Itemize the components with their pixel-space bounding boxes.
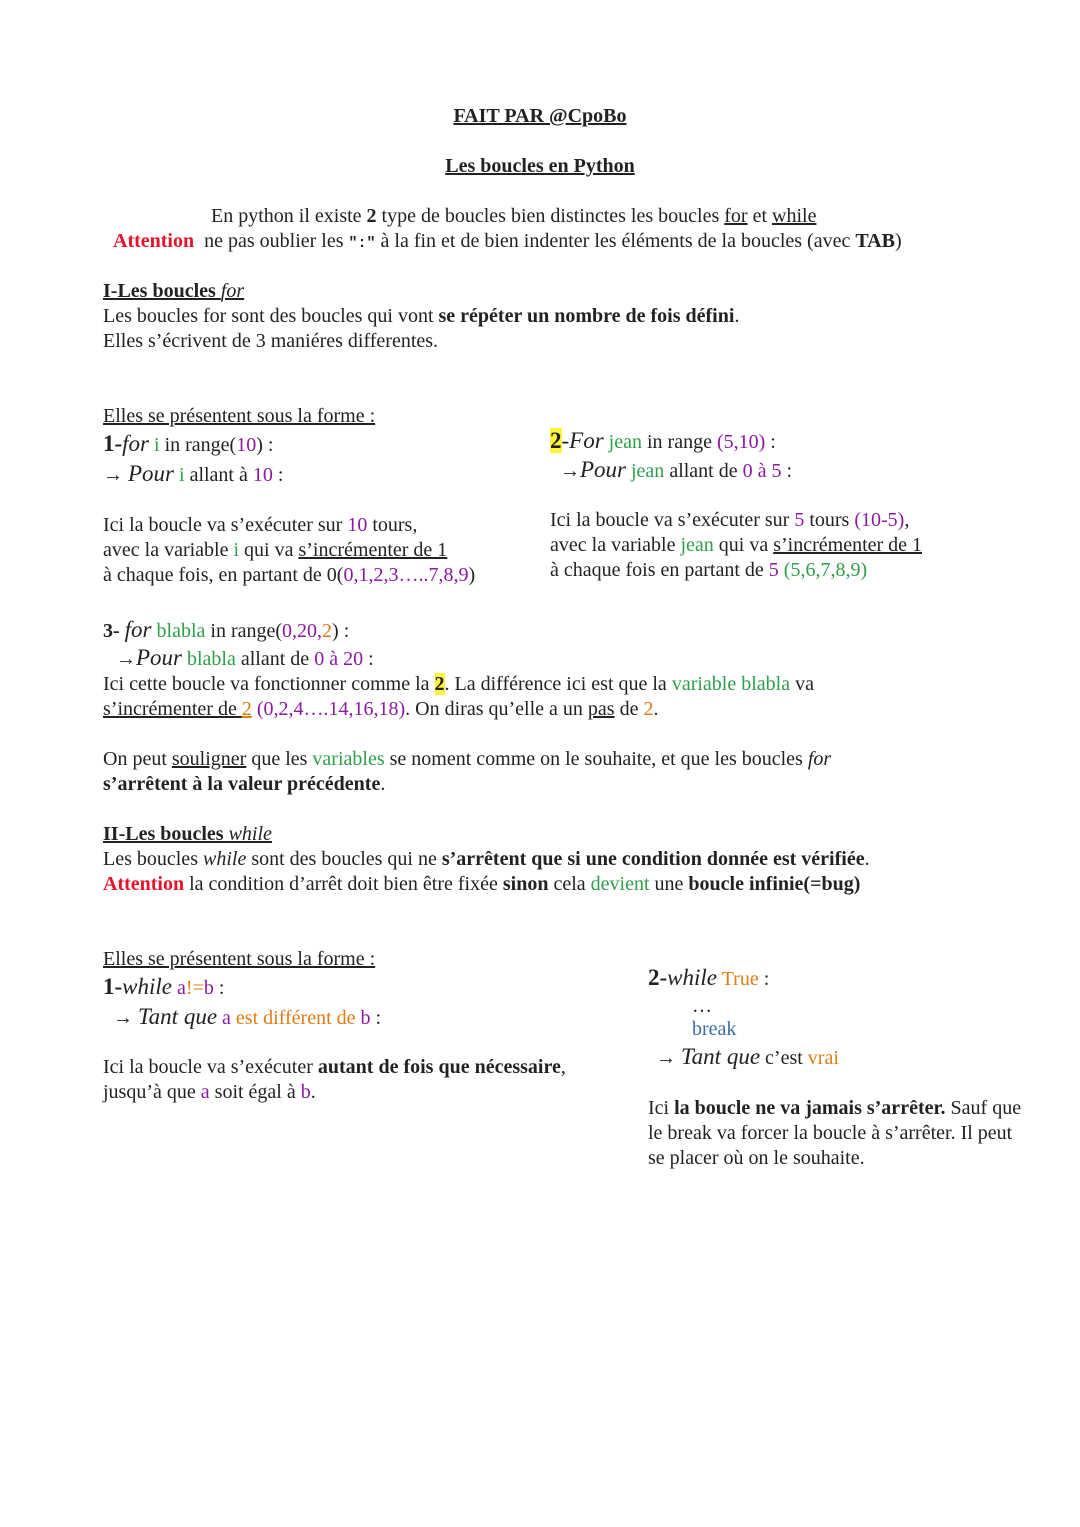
- section-1-forms-title: Elles se présentent sous la forme :: [103, 405, 376, 427]
- intro-line-2: Attention ne pas oublier les ":" à la fin et de bien indenter les éléments de la boucles (avec TAB): [113, 230, 902, 252]
- for-example-2-explanation-2: avec la variable jean qui va s’incrémenter de 1: [550, 534, 923, 556]
- section-2-heading: II-Les boucles while: [103, 823, 272, 845]
- for-example-2-explanation-3: à chaque fois en partant de 5 (5,6,7,8,9): [550, 559, 868, 581]
- section-1-note-1: On peut souligner que les variables se noment comme on le souhaite, et que les boucles for: [103, 748, 832, 770]
- for-example-2-code: 2-For jean in range (5,10) :: [550, 428, 776, 453]
- while-example-1-explanation-2: jusqu’à que a soit égal à b.: [103, 1081, 316, 1103]
- section-1-note-2: s’arrêtent à la valeur précédente.: [103, 773, 386, 795]
- while-example-2-dots: …: [692, 995, 712, 1017]
- section-1-line-2: Elles s’écrivent de 3 maniéres differentes.: [103, 330, 439, 352]
- for-example-2-translation: →Pour jean allant de 0 à 5 :: [560, 457, 793, 482]
- for-example-3-translation: →Pour blabla allant de 0 à 20 :: [116, 645, 374, 670]
- for-example-3-explanation-2: s’incrémenter de 2 (0,2,4….14,16,18). On diras qu’elle a un pas de 2.: [103, 698, 659, 720]
- author-credit: FAIT PAR @CpoBo: [453, 105, 627, 127]
- while-example-2-explanation-3: se placer où on le souhaite.: [648, 1147, 865, 1169]
- section-2-line-1: Les boucles while sont des boucles qui ne s’arrêtent que si une condition donnée est vérifiée.: [103, 848, 870, 870]
- while-example-1-explanation-1: Ici la boucle va s’exécuter autant de fois que nécessaire,: [103, 1056, 566, 1078]
- for-example-1-explanation-1: Ici la boucle va s’exécuter sur 10 tours,: [103, 514, 418, 536]
- section-1-line-1: Les boucles for sont des boucles qui vont se répéter un nombre de fois défini.: [103, 305, 740, 327]
- while-example-1-translation: → Tant que a est différent de b :: [113, 1004, 382, 1029]
- for-example-1-explanation-2: avec la variable i qui va s’incrémenter de 1: [103, 539, 448, 561]
- section-2-forms-title: Elles se présentent sous la forme :: [103, 948, 376, 970]
- for-example-1-translation: → Pour i allant à 10 :: [103, 461, 284, 486]
- while-example-2-code: 2-while True :: [648, 965, 770, 990]
- page-title: Les boucles en Python: [445, 155, 635, 177]
- while-example-1-code: 1-while a!=b :: [103, 974, 225, 999]
- while-example-2-break: break: [692, 1018, 737, 1040]
- for-example-1-explanation-3: à chaque fois, en partant de 0(0,1,2,3…..7,8,9): [103, 564, 476, 586]
- while-example-2-explanation-1: Ici la boucle ne va jamais s’arrêter. Sauf que: [648, 1097, 1022, 1119]
- section-1-heading: I-Les boucles for: [103, 280, 245, 302]
- while-example-2-translation: → Tant que c’est vrai: [656, 1044, 839, 1069]
- intro-line-1: En python il existe 2 type de boucles bien distinctes les boucles for et while: [211, 205, 817, 227]
- for-example-1-code: 1-for i in range(10) :: [103, 431, 274, 456]
- for-example-2-explanation-1: Ici la boucle va s’exécuter sur 5 tours (10-5),: [550, 509, 910, 531]
- section-2-line-2: Attention la condition d’arrêt doit bien être fixée sinon cela devient une boucle infinie(=bug): [103, 873, 861, 895]
- while-example-2-explanation-2: le break va forcer la boucle à s’arrêter. Il peut: [648, 1122, 1013, 1144]
- for-example-3-explanation-1: Ici cette boucle va fonctionner comme la 2. La différence ici est que la variable blabla va: [103, 673, 814, 695]
- for-example-3-code: 3- for blabla in range(0,20,2) :: [103, 617, 350, 642]
